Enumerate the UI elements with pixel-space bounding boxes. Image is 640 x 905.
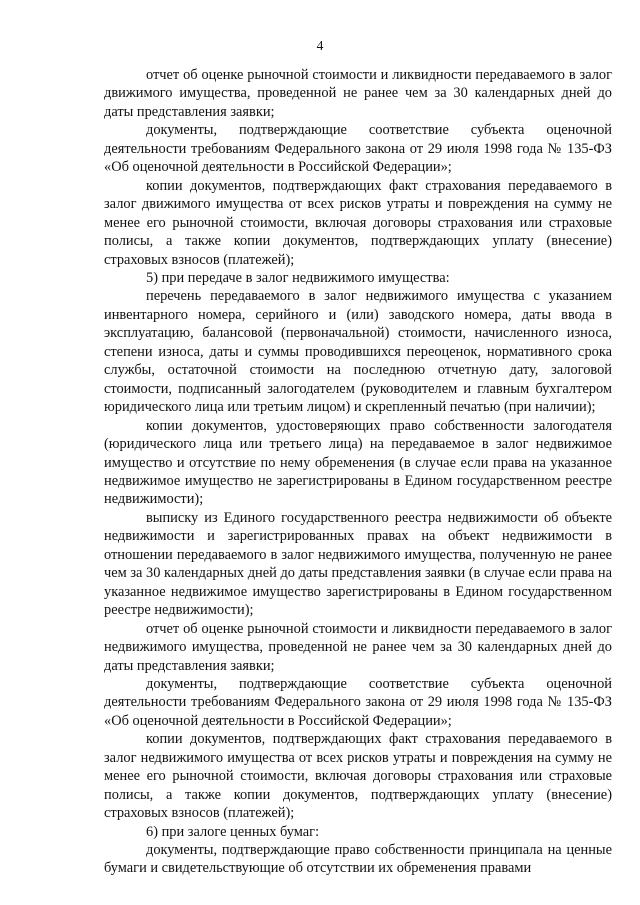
document-body — [104, 66, 612, 878]
paragraph-appraiser-compliance-documents-2: документы, подтверждающие соответствие субъекта оценочной деятельности требованиям Федерального закона от 29 июля 1998 года № 135-ФЗ «Об оценочной деятельности в Российской Федерации»; — [104, 675, 612, 729]
paragraph-real-estate-valuation-report: отчет об оценке рыночной стоимости и ликвидности передаваемого в залог недвижимого имущества, проведенной не ранее чем за 30 календарных дней до даты представления заявки; — [104, 620, 612, 674]
paragraph-appraiser-compliance-documents: документы, подтверждающие соответствие субъекта оценочной деятельности требованиям Федерального закона от 29 июля 1998 года № 135-ФЗ «Об оценочной деятельности в Российской Федерации»; — [104, 122, 612, 176]
paragraph-real-estate-list: перечень передаваемого в залог недвижимого имущества с указанием инвентарного номера, серийного и (или) заводского номера, даты ввода в эксплуатацию, балансовой (первоначальной) стоимости, начисленного износа, степени износа, даты и суммы проводившихся переоценок, нормативного срока службы, остаточной стоимости на последнюю отчетную дату, залоговой стоимости, подписанный залогодателем (руководителем и главным бухгалтером юридического лица или третьим лицом) и скрепленный печатью (при наличии); — [104, 288, 612, 416]
page-number: 4 — [316, 38, 324, 53]
paragraph-real-estate-insurance-documents: копии документов, подтверждающих факт страхования передаваемого в залог недвижимого имущества от всех рисков утраты и повреждения на сумму не менее его рыночной стоимости, включая договоры страхования или страховые полисы, а также копии документов, подтверждающих уплату (внесение) страховых взносов (платежей); — [104, 731, 612, 822]
paragraph-movable-valuation-report: отчет об оценке рыночной стоимости и ликвидности передаваемого в залог движимого имущества, проведенной не ранее чем за 30 календарных дней до даты представления заявки; — [104, 67, 612, 120]
paragraph-section-5-heading: 5) при передаче в залог недвижимого имущества: — [146, 269, 450, 286]
paragraph-section-6-heading: 6) при залоге ценных бумаг: — [146, 823, 320, 840]
paragraph-ownership-documents: копии документов, удостоверяющих право собственности залогодателя (юридического лица или третьего лица) на передаваемое в залог недвижимое имущество и отсутствие по нему обременения (в случае если права на указанное недвижимое имущество не зарегистрированы в Едином государственном реестре недвижимости); — [104, 417, 612, 508]
paragraph-securities-ownership-documents: документы, подтверждающие право собственности принципала на ценные бумаги и свидетельствующие об отсутствии их обременения правами — [104, 842, 612, 877]
paragraph-registry-extract: выписку из Единого государственного реестра недвижимости об объекте недвижимости и зарегистрированных правах на объект недвижимости в отношении передаваемого в залог недвижимого имущества, полученную не ранее чем за 30 календарных дней до даты представления заявки (в случае если права на указанное недвижимое имущество зарегистрированы в Едином государственном реестре недвижимости); — [104, 509, 612, 619]
paragraph-movable-insurance-documents: копии документов, подтверждающих факт страхования передаваемого в залог движимого имущества от всех рисков утраты и повреждения на сумму не менее его рыночной стоимости, включая договоры страхования или страховые полисы, а также копии документов, подтверждающих уплату (внесение) страховых взносов (платежей); — [104, 177, 612, 268]
